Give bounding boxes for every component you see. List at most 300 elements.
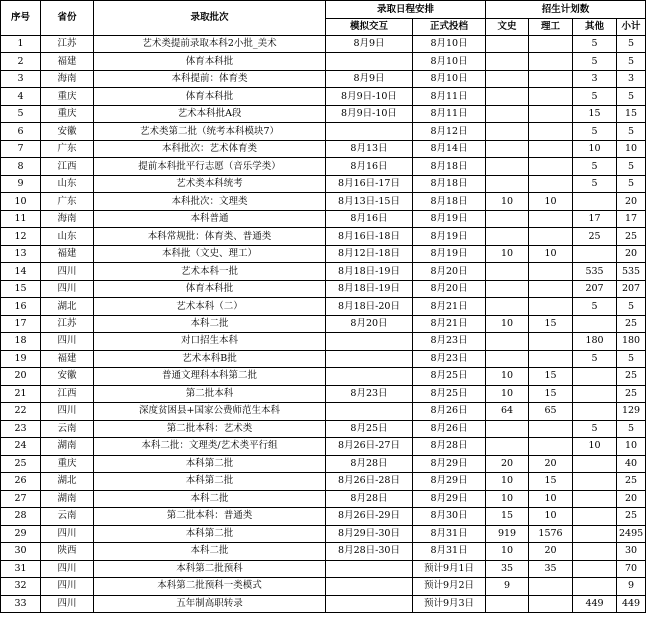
cell-official-date: 8月10日 — [413, 36, 486, 53]
header-mock: 模拟交互 — [326, 19, 413, 36]
cell-province: 重庆 — [41, 88, 94, 105]
cell-batch: 普通文理科本科第二批 — [94, 368, 326, 385]
cell-official-date: 8月23日 — [413, 350, 486, 367]
header-subtotal: 小计 — [617, 19, 646, 36]
cell-batch: 艺术类第二批（统考本科模块7） — [94, 123, 326, 140]
table-row — [1, 88, 646, 105]
cell-subtotal: 5 — [617, 158, 646, 175]
cell-province: 四川 — [41, 263, 94, 280]
cell-official-date: 8月28日 — [413, 438, 486, 455]
cell-mock-date: 8月16日-18日 — [326, 228, 413, 245]
cell-subtotal: 5 — [617, 298, 646, 315]
cell-arts: 919 — [486, 525, 529, 542]
cell-mock-date — [326, 368, 413, 385]
table-row — [1, 53, 646, 70]
cell-other: 5 — [573, 175, 617, 192]
table-row — [1, 228, 646, 245]
cell-batch: 本科第二批预科一类模式 — [94, 578, 326, 595]
cell-batch: 本科常规批：体育类、普通类 — [94, 228, 326, 245]
cell-other: 5 — [573, 350, 617, 367]
cell-index: 28 — [1, 508, 41, 525]
cell-batch: 本科二批 — [94, 543, 326, 560]
cell-subtotal: 5 — [617, 36, 646, 53]
table-row — [1, 333, 646, 350]
cell-mock-date: 8月9日-10日 — [326, 105, 413, 122]
cell-official-date: 预计9月3日 — [413, 595, 486, 613]
cell-subtotal: 10 — [617, 140, 646, 157]
cell-other — [573, 525, 617, 542]
cell-index: 29 — [1, 525, 41, 542]
cell-other: 207 — [573, 280, 617, 297]
cell-other — [573, 385, 617, 402]
cell-province: 四川 — [41, 595, 94, 613]
cell-arts — [486, 350, 529, 367]
table-row — [1, 123, 646, 140]
cell-official-date: 8月18日 — [413, 158, 486, 175]
cell-other — [573, 193, 617, 210]
cell-science — [529, 88, 573, 105]
cell-batch: 本科二批 — [94, 315, 326, 332]
cell-other — [573, 473, 617, 490]
cell-arts: 10 — [486, 368, 529, 385]
cell-other: 5 — [573, 420, 617, 437]
cell-province: 云南 — [41, 420, 94, 437]
header-schedule: 录取日程安排 — [326, 1, 486, 19]
cell-subtotal: 40 — [617, 455, 646, 472]
cell-index: 26 — [1, 473, 41, 490]
cell-batch: 本科第二批预科 — [94, 560, 326, 577]
table-row — [1, 36, 646, 53]
cell-index: 2 — [1, 53, 41, 70]
table-row — [1, 508, 646, 525]
cell-arts — [486, 36, 529, 53]
cell-batch: 第二批本科：艺术类 — [94, 420, 326, 437]
table-row — [1, 420, 646, 437]
cell-batch: 深度贫困县+国家公费师范生本科 — [94, 403, 326, 420]
cell-subtotal: 10 — [617, 438, 646, 455]
cell-mock-date: 8月26日-27日 — [326, 438, 413, 455]
cell-other: 535 — [573, 263, 617, 280]
cell-science — [529, 123, 573, 140]
cell-science: 20 — [529, 543, 573, 560]
cell-science — [529, 175, 573, 192]
cell-arts — [486, 70, 529, 87]
cell-province: 重庆 — [41, 455, 94, 472]
cell-other — [573, 368, 617, 385]
cell-province: 安徽 — [41, 123, 94, 140]
cell-official-date: 8月26日 — [413, 403, 486, 420]
cell-science — [529, 595, 573, 613]
cell-science — [529, 420, 573, 437]
cell-index: 10 — [1, 193, 41, 210]
cell-batch: 本科批次：文理类 — [94, 193, 326, 210]
cell-official-date: 8月25日 — [413, 385, 486, 402]
table-body — [1, 36, 646, 613]
cell-science — [529, 333, 573, 350]
cell-official-date: 8月30日 — [413, 508, 486, 525]
cell-subtotal: 207 — [617, 280, 646, 297]
cell-index: 1 — [1, 36, 41, 53]
cell-official-date: 8月12日 — [413, 123, 486, 140]
table-row — [1, 455, 646, 472]
cell-index: 30 — [1, 543, 41, 560]
cell-science — [529, 158, 573, 175]
table-row — [1, 280, 646, 297]
cell-mock-date: 8月18日-19日 — [326, 263, 413, 280]
cell-other: 5 — [573, 123, 617, 140]
header-plan: 招生计划数 — [486, 1, 646, 19]
cell-mock-date: 8月16日-17日 — [326, 175, 413, 192]
cell-mock-date: 8月28日 — [326, 455, 413, 472]
cell-mock-date — [326, 578, 413, 595]
cell-arts — [486, 438, 529, 455]
cell-other: 15 — [573, 105, 617, 122]
table-row — [1, 403, 646, 420]
cell-index: 17 — [1, 315, 41, 332]
cell-province: 湖北 — [41, 473, 94, 490]
cell-other: 5 — [573, 298, 617, 315]
cell-arts: 35 — [486, 560, 529, 577]
cell-mock-date: 8月26日-29日 — [326, 508, 413, 525]
cell-other: 10 — [573, 140, 617, 157]
cell-official-date: 8月31日 — [413, 525, 486, 542]
table-row — [1, 140, 646, 157]
cell-arts — [486, 228, 529, 245]
cell-other — [573, 315, 617, 332]
cell-arts: 15 — [486, 508, 529, 525]
cell-science: 65 — [529, 403, 573, 420]
cell-index: 20 — [1, 368, 41, 385]
cell-batch: 体育本科批 — [94, 280, 326, 297]
cell-province: 四川 — [41, 403, 94, 420]
cell-official-date: 8月21日 — [413, 298, 486, 315]
cell-mock-date: 8月13日-15日 — [326, 193, 413, 210]
cell-other: 5 — [573, 158, 617, 175]
cell-subtotal: 25 — [617, 228, 646, 245]
cell-mock-date: 8月16日 — [326, 158, 413, 175]
cell-subtotal: 70 — [617, 560, 646, 577]
cell-index: 12 — [1, 228, 41, 245]
cell-subtotal: 180 — [617, 333, 646, 350]
cell-province: 福建 — [41, 350, 94, 367]
cell-province: 四川 — [41, 578, 94, 595]
cell-official-date: 8月20日 — [413, 263, 486, 280]
cell-official-date: 8月19日 — [413, 245, 486, 262]
table-row — [1, 105, 646, 122]
cell-official-date: 8月25日 — [413, 368, 486, 385]
cell-mock-date: 8月25日 — [326, 420, 413, 437]
cell-subtotal: 20 — [617, 193, 646, 210]
cell-province: 广东 — [41, 193, 94, 210]
cell-province: 四川 — [41, 525, 94, 542]
cell-subtotal: 15 — [617, 105, 646, 122]
cell-batch: 艺术本科一批 — [94, 263, 326, 280]
cell-science: 15 — [529, 473, 573, 490]
cell-other: 5 — [573, 88, 617, 105]
cell-arts — [486, 210, 529, 227]
cell-batch: 第二批本科 — [94, 385, 326, 402]
cell-official-date: 8月23日 — [413, 333, 486, 350]
cell-subtotal: 17 — [617, 210, 646, 227]
cell-arts: 10 — [486, 473, 529, 490]
cell-other — [573, 403, 617, 420]
cell-subtotal: 5 — [617, 420, 646, 437]
table-row — [1, 543, 646, 560]
header-index: 序号 — [1, 1, 41, 36]
table-row — [1, 350, 646, 367]
cell-science — [529, 263, 573, 280]
cell-index: 8 — [1, 158, 41, 175]
cell-official-date: 8月19日 — [413, 228, 486, 245]
cell-index: 19 — [1, 350, 41, 367]
cell-batch: 第二批本科：普通类 — [94, 508, 326, 525]
cell-subtotal: 9 — [617, 578, 646, 595]
table-row — [1, 315, 646, 332]
cell-batch: 艺术类本科统考 — [94, 175, 326, 192]
cell-arts — [486, 280, 529, 297]
cell-province: 江苏 — [41, 315, 94, 332]
cell-mock-date — [326, 350, 413, 367]
cell-batch: 本科批次：艺术体育类 — [94, 140, 326, 157]
cell-province: 湖南 — [41, 490, 94, 507]
cell-mock-date — [326, 333, 413, 350]
cell-official-date: 8月18日 — [413, 193, 486, 210]
cell-official-date: 8月21日 — [413, 315, 486, 332]
cell-mock-date: 8月16日 — [326, 210, 413, 227]
cell-batch: 本科第二批 — [94, 473, 326, 490]
table-row — [1, 525, 646, 542]
cell-other — [573, 543, 617, 560]
cell-arts: 10 — [486, 490, 529, 507]
cell-other: 5 — [573, 36, 617, 53]
cell-index: 24 — [1, 438, 41, 455]
cell-arts: 10 — [486, 385, 529, 402]
cell-official-date: 8月11日 — [413, 88, 486, 105]
cell-index: 22 — [1, 403, 41, 420]
cell-other — [573, 490, 617, 507]
cell-batch: 本科第二批 — [94, 455, 326, 472]
cell-science — [529, 70, 573, 87]
cell-batch: 提前本科批平行志愿（音乐学类） — [94, 158, 326, 175]
cell-mock-date: 8月28日-30日 — [326, 543, 413, 560]
cell-other: 17 — [573, 210, 617, 227]
cell-subtotal: 5 — [617, 53, 646, 70]
cell-mock-date: 8月9日 — [326, 36, 413, 53]
cell-other: 5 — [573, 53, 617, 70]
cell-subtotal: 5 — [617, 350, 646, 367]
cell-science — [529, 53, 573, 70]
cell-subtotal: 25 — [617, 508, 646, 525]
cell-science: 15 — [529, 315, 573, 332]
cell-index: 13 — [1, 245, 41, 262]
header-province: 省份 — [41, 1, 94, 36]
cell-arts — [486, 263, 529, 280]
table-row — [1, 263, 646, 280]
cell-official-date: 8月29日 — [413, 455, 486, 472]
cell-province: 山东 — [41, 228, 94, 245]
cell-mock-date: 8月23日 — [326, 385, 413, 402]
cell-official-date: 预计9月1日 — [413, 560, 486, 577]
cell-index: 6 — [1, 123, 41, 140]
cell-official-date: 8月19日 — [413, 210, 486, 227]
cell-arts — [486, 123, 529, 140]
cell-arts — [486, 140, 529, 157]
cell-subtotal: 25 — [617, 385, 646, 402]
cell-mock-date: 8月20日 — [326, 315, 413, 332]
header-science: 理工 — [529, 19, 573, 36]
cell-arts: 9 — [486, 578, 529, 595]
cell-province: 广东 — [41, 140, 94, 157]
cell-index: 21 — [1, 385, 41, 402]
cell-province: 安徽 — [41, 368, 94, 385]
cell-other: 10 — [573, 438, 617, 455]
cell-batch: 艺术本科（二） — [94, 298, 326, 315]
cell-subtotal: 129 — [617, 403, 646, 420]
cell-province: 湖北 — [41, 298, 94, 315]
cell-arts — [486, 595, 529, 613]
cell-science: 10 — [529, 508, 573, 525]
cell-science — [529, 438, 573, 455]
cell-batch: 本科第二批 — [94, 525, 326, 542]
cell-official-date: 8月29日 — [413, 473, 486, 490]
cell-index: 7 — [1, 140, 41, 157]
cell-arts: 10 — [486, 193, 529, 210]
cell-science — [529, 140, 573, 157]
cell-arts — [486, 53, 529, 70]
table-row — [1, 578, 646, 595]
table-row — [1, 490, 646, 507]
cell-other — [573, 508, 617, 525]
cell-subtotal: 25 — [617, 473, 646, 490]
cell-province: 福建 — [41, 245, 94, 262]
cell-province: 云南 — [41, 508, 94, 525]
cell-index: 9 — [1, 175, 41, 192]
cell-other — [573, 245, 617, 262]
table-row — [1, 175, 646, 192]
cell-province: 海南 — [41, 70, 94, 87]
cell-science: 20 — [529, 455, 573, 472]
cell-other — [573, 578, 617, 595]
cell-mock-date — [326, 595, 413, 613]
cell-index: 18 — [1, 333, 41, 350]
cell-science — [529, 298, 573, 315]
cell-official-date: 8月26日 — [413, 420, 486, 437]
cell-science: 10 — [529, 490, 573, 507]
cell-mock-date: 8月18日-20日 — [326, 298, 413, 315]
cell-index: 32 — [1, 578, 41, 595]
cell-official-date: 8月18日 — [413, 175, 486, 192]
cell-subtotal: 5 — [617, 123, 646, 140]
cell-batch: 艺术本科B批 — [94, 350, 326, 367]
cell-index: 16 — [1, 298, 41, 315]
cell-official-date: 8月10日 — [413, 70, 486, 87]
cell-subtotal: 3 — [617, 70, 646, 87]
cell-science: 35 — [529, 560, 573, 577]
cell-mock-date: 8月18日-19日 — [326, 280, 413, 297]
cell-subtotal: 25 — [617, 315, 646, 332]
cell-province: 四川 — [41, 333, 94, 350]
cell-batch: 五年制高职转录 — [94, 595, 326, 613]
cell-official-date: 8月10日 — [413, 53, 486, 70]
cell-index: 25 — [1, 455, 41, 472]
cell-official-date: 8月11日 — [413, 105, 486, 122]
cell-arts: 64 — [486, 403, 529, 420]
cell-mock-date: 8月29日-30日 — [326, 525, 413, 542]
table-row — [1, 298, 646, 315]
cell-subtotal: 20 — [617, 490, 646, 507]
header-official: 正式投档 — [413, 19, 486, 36]
cell-arts — [486, 298, 529, 315]
cell-subtotal: 30 — [617, 543, 646, 560]
cell-subtotal: 5 — [617, 175, 646, 192]
cell-mock-date — [326, 560, 413, 577]
cell-batch: 本科二批 — [94, 490, 326, 507]
cell-province: 福建 — [41, 53, 94, 70]
table-row — [1, 473, 646, 490]
cell-index: 23 — [1, 420, 41, 437]
header-other: 其他 — [573, 19, 617, 36]
cell-other: 180 — [573, 333, 617, 350]
cell-other: 25 — [573, 228, 617, 245]
cell-other: 3 — [573, 70, 617, 87]
cell-science — [529, 578, 573, 595]
cell-batch: 对口招生本科 — [94, 333, 326, 350]
cell-arts: 10 — [486, 315, 529, 332]
cell-science: 15 — [529, 368, 573, 385]
table-row — [1, 560, 646, 577]
table-row — [1, 368, 646, 385]
cell-arts: 20 — [486, 455, 529, 472]
cell-official-date: 8月29日 — [413, 490, 486, 507]
cell-other: 449 — [573, 595, 617, 613]
cell-arts — [486, 88, 529, 105]
table-row — [1, 210, 646, 227]
cell-mock-date: 8月9日 — [326, 70, 413, 87]
cell-province: 重庆 — [41, 105, 94, 122]
cell-province: 海南 — [41, 210, 94, 227]
cell-science: 1576 — [529, 525, 573, 542]
cell-index: 15 — [1, 280, 41, 297]
cell-arts — [486, 333, 529, 350]
cell-batch: 本科二批：文理类/艺术类平行组 — [94, 438, 326, 455]
table-row — [1, 385, 646, 402]
cell-province: 江苏 — [41, 36, 94, 53]
cell-science: 15 — [529, 385, 573, 402]
cell-arts — [486, 105, 529, 122]
cell-official-date: 8月20日 — [413, 280, 486, 297]
cell-index: 27 — [1, 490, 41, 507]
cell-science — [529, 36, 573, 53]
cell-subtotal: 20 — [617, 245, 646, 262]
cell-arts — [486, 175, 529, 192]
cell-mock-date: 8月13日 — [326, 140, 413, 157]
cell-arts — [486, 158, 529, 175]
cell-mock-date: 8月12日-18日 — [326, 245, 413, 262]
cell-batch: 体育本科批 — [94, 88, 326, 105]
cell-province: 湖南 — [41, 438, 94, 455]
cell-arts — [486, 420, 529, 437]
cell-province: 四川 — [41, 280, 94, 297]
cell-index: 31 — [1, 560, 41, 577]
table-row — [1, 438, 646, 455]
cell-subtotal: 2495 — [617, 525, 646, 542]
cell-index: 4 — [1, 88, 41, 105]
header-batch: 录取批次 — [94, 1, 326, 36]
cell-mock-date: 8月28日 — [326, 490, 413, 507]
cell-subtotal: 449 — [617, 595, 646, 613]
cell-science: 10 — [529, 245, 573, 262]
cell-subtotal: 535 — [617, 263, 646, 280]
